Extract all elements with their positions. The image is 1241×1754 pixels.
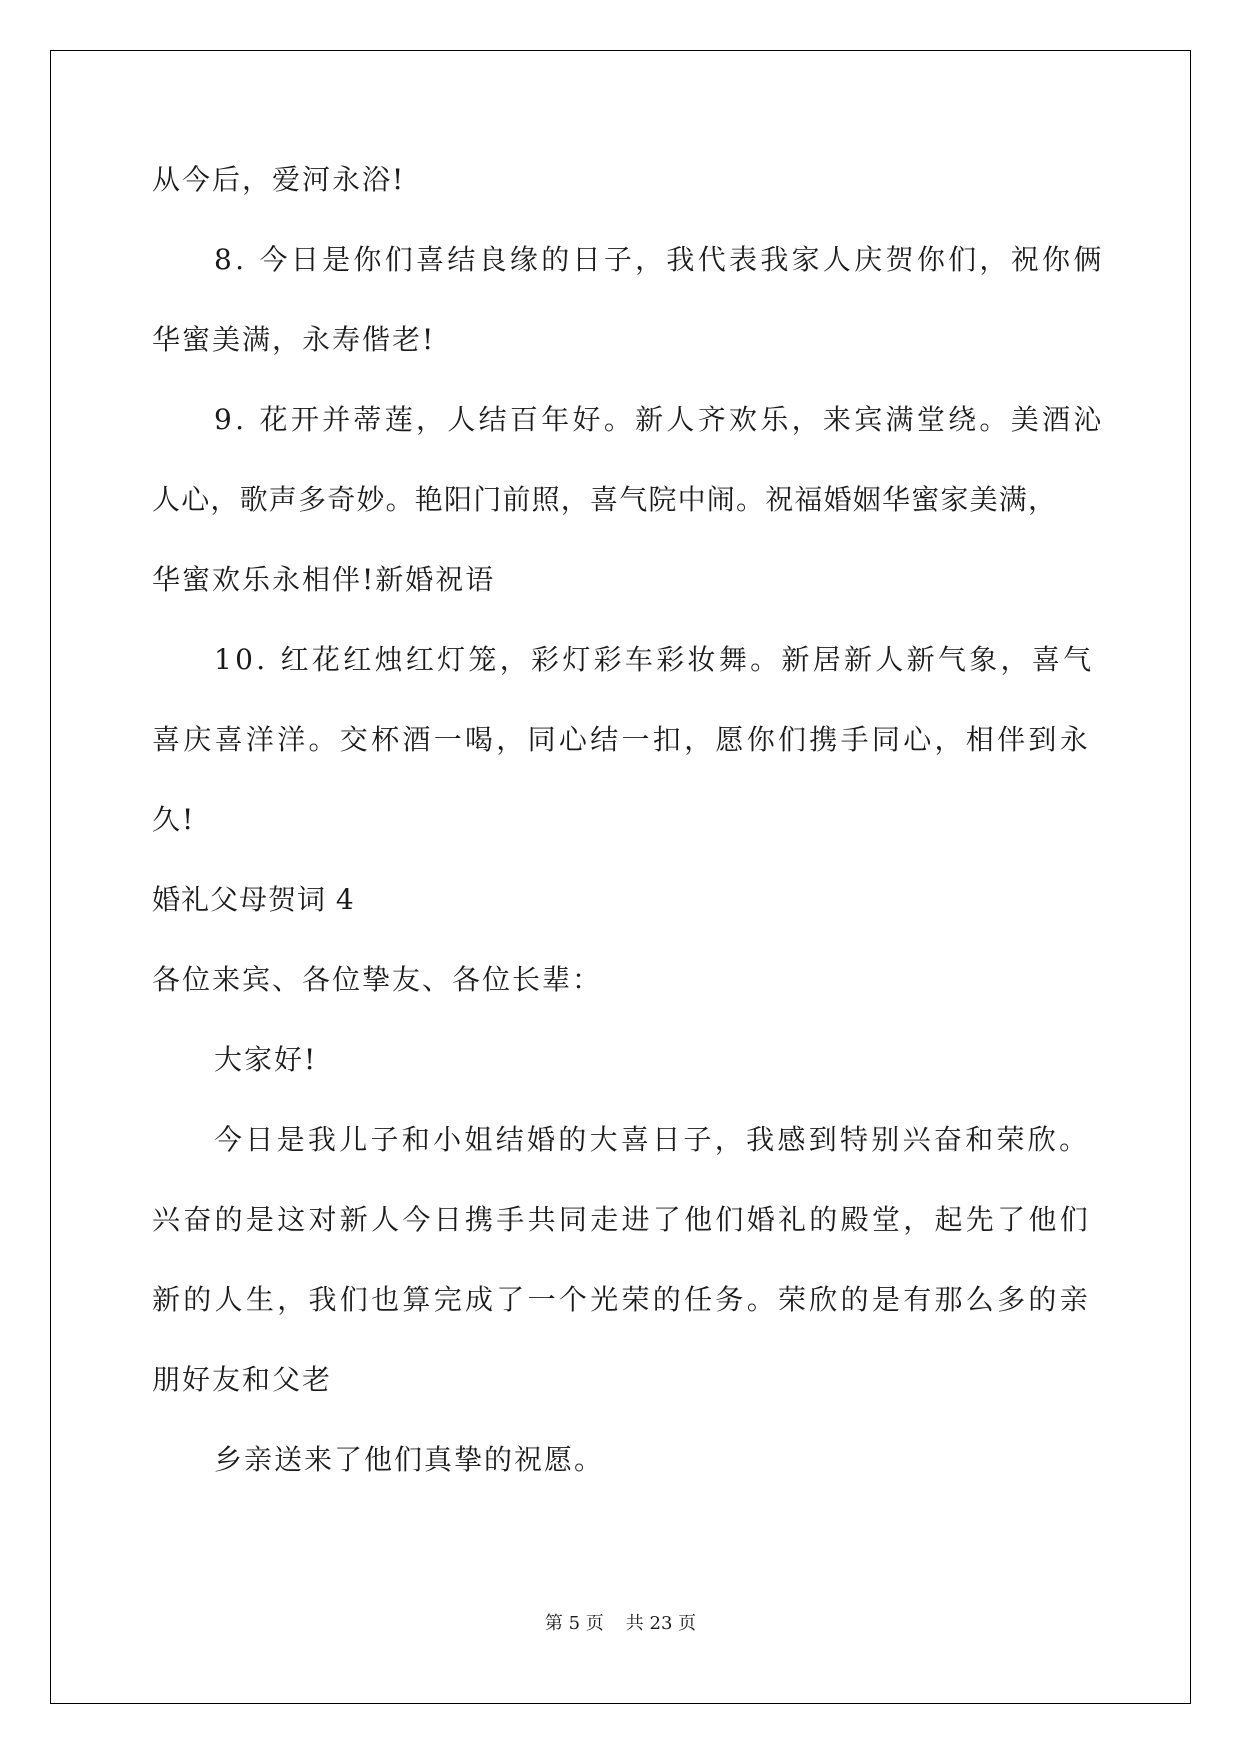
document-body [152, 160, 1112, 1520]
greeting: 大家好! [214, 1043, 318, 1076]
page-number: 第 5 页 [544, 1613, 604, 1634]
paragraph-line: 乡亲送来了他们真挚的祝愿。 [214, 1443, 605, 1476]
paragraph-line: 华蜜欢乐永相伴!新婚祝语 [152, 563, 496, 596]
section-heading: 婚礼父母贺词 4 [152, 883, 355, 916]
paragraph-line: 新的人生，我们也算完成了一个光荣的任务。荣欣的是有那么多的亲 [152, 1283, 1092, 1316]
paragraph-line: 喜庆喜洋洋。交杯酒一喝，同心结一扣，愿你们携手同心，相伴到永 [152, 723, 1092, 756]
paragraph-line: 10. 红花红烛红灯笼，彩灯彩车彩妆舞。新居新人新气象，喜气 [214, 643, 1095, 676]
salutation: 各位来宾、各位挚友、各位长辈： [152, 963, 603, 996]
paragraph-line: 久! [152, 803, 196, 836]
paragraph-line: 人心，歌声多奇妙。艳阳门前照，喜气院中闹。祝福婚姻华蜜家美满， [152, 483, 1058, 516]
paragraph-line: 9. 花开并蒂莲，人结百年好。新人齐欢乐，来宾满堂绕。美酒沁 [214, 403, 1105, 436]
paragraph-line: 朋好友和父老 [152, 1363, 333, 1396]
paragraph-line: 今日是我儿子和小姐结婚的大喜日子，我感到特别兴奋和荣欣。 [214, 1123, 1091, 1156]
paragraph-line: 华蜜美满，永寿偕老! [152, 323, 436, 356]
paragraph-line: 8. 今日是你们喜结良缘的日子，我代表我家人庆贺你们，祝你俩 [214, 243, 1105, 276]
paragraph-line: 兴奋的是这对新人今日携手共同走进了他们婚礼的殿堂，起先了他们 [152, 1203, 1092, 1236]
page-total: 共 23 页 [625, 1613, 697, 1634]
page-footer [0, 1612, 1241, 1636]
paragraph-line: 从今后，爱河永浴! [152, 163, 406, 196]
